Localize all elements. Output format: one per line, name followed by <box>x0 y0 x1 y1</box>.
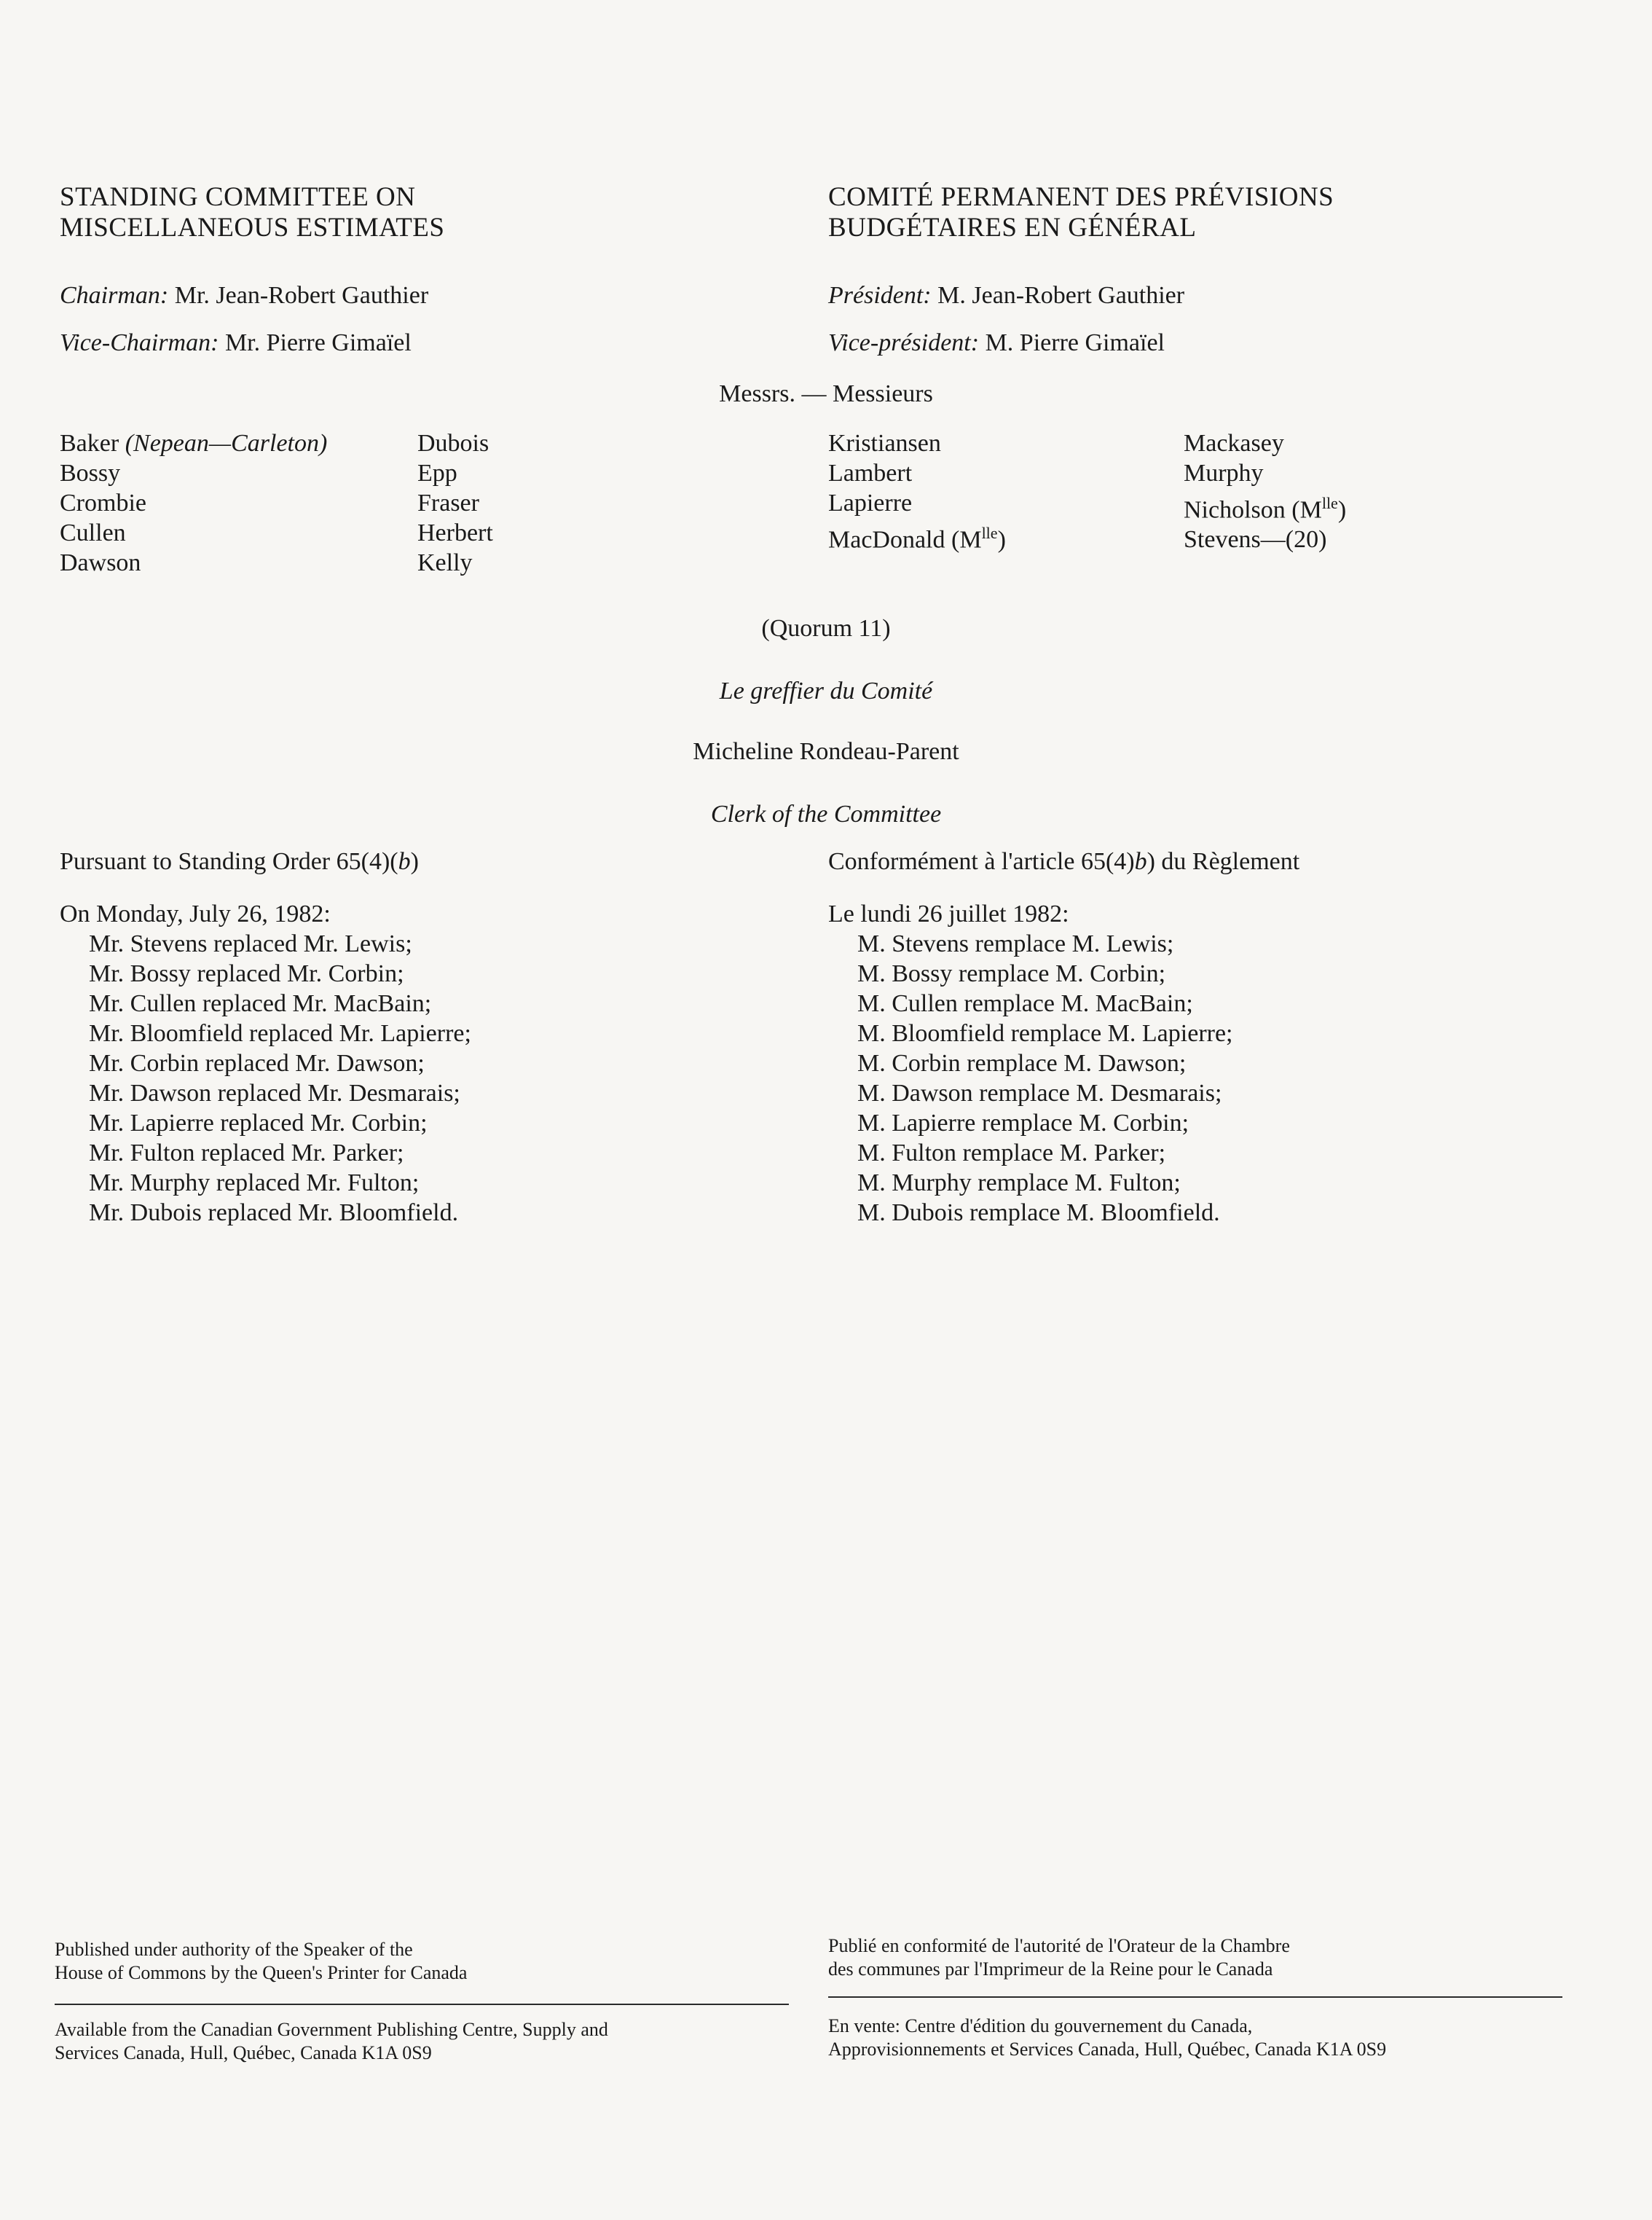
committee-title-fr <box>828 182 1334 243</box>
member-item: Stevens—(20) <box>1184 526 1327 554</box>
footer-divider-fr <box>828 1996 1562 1998</box>
list-item: Mr. Dawson replaced Mr. Desmarais; <box>89 1080 460 1107</box>
published-fr-line1: Publié en conformité de l'autorité de l'Orateur de la Chambre <box>828 1935 1290 1956</box>
chairman-en <box>60 281 428 310</box>
list-item: Mr. Dubois replaced Mr. Bloomfield. <box>89 1199 459 1226</box>
available-fr-line2: Approvisionnements et Services Canada, Hull, Québec, Canada K1A 0S9 <box>828 2039 1387 2060</box>
list-item: Mr. Corbin replaced Mr. Dawson; <box>89 1050 425 1077</box>
list-item: Mr. Murphy replaced Mr. Fulton; <box>89 1169 420 1196</box>
replacements-date-en: On Monday, July 26, 1982: <box>60 901 331 927</box>
members-heading: Messrs. — Messieurs <box>719 380 933 407</box>
available-en <box>55 2018 608 2065</box>
clerk-name: Micheline Rondeau-Parent <box>693 738 959 765</box>
list-item: M. Bloomfield remplace M. Lapierre; <box>857 1020 1233 1047</box>
available-fr-line1: En vente: Centre d'édition du gouvernement du Canada, <box>828 2015 1253 2036</box>
list-item: Mr. Cullen replaced Mr. MacBain; <box>89 990 432 1017</box>
clerk-title-en: Clerk of the Committee <box>710 801 942 828</box>
available-en-line2: Services Canada, Hull, Québec, Canada K1A 0S9 <box>55 2042 432 2063</box>
vice-chairman-fr <box>828 328 1165 358</box>
member-item: Baker (Nepean—Carleton) <box>60 430 328 457</box>
committee-title-fr-line1: COMITÉ PERMANENT DES PRÉVISIONS <box>828 182 1334 212</box>
replacements-en <box>60 899 471 1228</box>
committee-title-en-line1: STANDING COMMITTEE ON <box>60 182 416 212</box>
list-item: Mr. Lapierre replaced Mr. Corbin; <box>89 1110 428 1137</box>
members-col-4 <box>1184 428 1346 554</box>
member-item: Kelly <box>417 549 473 576</box>
member-item: Dawson <box>60 549 141 576</box>
list-item: M. Dawson remplace M. Desmarais; <box>857 1080 1222 1107</box>
clerk-title-fr: Le greffier du Comité <box>719 678 933 705</box>
member-item: MacDonald $(M^{lle})$ <box>828 524 1006 554</box>
members-col-1 <box>60 428 327 578</box>
vice-chairman-en <box>60 328 412 358</box>
available-en-line1: Available from the Canadian Government Publishing Centre, Supply and <box>55 2019 608 2040</box>
list-item: M. Lapierre remplace M. Corbin; <box>857 1110 1189 1137</box>
member-item: Cullen <box>60 519 126 546</box>
chairman-role-fr: Président: <box>828 282 932 309</box>
member-item: Dubois <box>417 430 489 457</box>
chairman-name-en: Mr. Jean-Robert Gauthier <box>168 282 429 309</box>
vice-chairman-name-fr: M. Pierre Gimaïel <box>979 329 1165 356</box>
member-item: Lambert <box>828 460 913 487</box>
list-item: M. Corbin remplace M. Dawson; <box>857 1050 1187 1077</box>
member-item: Herbert <box>417 519 493 546</box>
published-fr <box>828 1934 1290 1981</box>
published-en-line2: House of Commons by the Queen's Printer for Canada <box>55 1962 468 1983</box>
order-heading-en: Pursuant to Standing Order 65(4)(b) <box>60 848 419 875</box>
members-col-2 <box>417 428 493 578</box>
quorum: (Quorum 11) <box>761 615 891 642</box>
list-item: Mr. Fulton replaced Mr. Parker; <box>89 1140 404 1166</box>
member-item: Murphy <box>1184 460 1264 487</box>
committee-title-en-line2: MISCELLANEOUS ESTIMATES <box>60 213 445 243</box>
member-item: Kristiansen <box>828 430 941 457</box>
chairman-fr <box>828 281 1184 310</box>
member-item: Crombie <box>60 490 146 517</box>
member-item: Epp <box>417 460 457 487</box>
member-item: Fraser <box>417 490 479 517</box>
published-en <box>55 1938 467 1985</box>
list-item: M. Stevens remplace M. Lewis; <box>857 930 1174 957</box>
vice-chairman-role-en: Vice-Chairman: <box>60 329 219 356</box>
member-item: Bossy <box>60 460 121 487</box>
member-item: Nicholson $(M^{lle})$ <box>1184 494 1347 524</box>
members-col-3 <box>828 428 1006 554</box>
published-fr-line2: des communes par l'Imprimeur de la Reine pour le Canada <box>828 1958 1273 1980</box>
list-item: M. Fulton remplace M. Parker; <box>857 1140 1166 1166</box>
chairman-role-en: Chairman: <box>60 282 169 309</box>
list-item: M. Cullen remplace M. MacBain; <box>857 990 1193 1017</box>
list-item: M. Dubois remplace M. Bloomfield. <box>857 1199 1220 1226</box>
list-item: Mr. Stevens replaced Mr. Lewis; <box>89 930 412 957</box>
list-item: Mr. Bossy replaced Mr. Corbin; <box>89 960 404 987</box>
replacements-date-fr: Le lundi 26 juillet 1982: <box>828 901 1069 927</box>
committee-title-fr-line2: BUDGÉTAIRES EN GÉNÉRAL <box>828 213 1197 243</box>
footer-divider-en <box>55 2004 789 2005</box>
vice-chairman-role-fr: Vice-président: <box>828 329 980 356</box>
chairman-name-fr: M. Jean-Robert Gauthier <box>931 282 1185 309</box>
list-item: M. Murphy remplace M. Fulton; <box>857 1169 1181 1196</box>
vice-chairman-name-en: Mr. Pierre Gimaïel <box>219 329 412 356</box>
published-en-line1: Published under authority of the Speaker of the <box>55 1939 413 1960</box>
available-fr <box>828 2015 1386 2061</box>
replacements-fr <box>828 899 1233 1228</box>
committee-title-en <box>60 182 445 243</box>
list-item: M. Bossy remplace M. Corbin; <box>857 960 1166 987</box>
list-item: Mr. Bloomfield replaced Mr. Lapierre; <box>89 1020 471 1047</box>
member-item: Lapierre <box>828 490 913 517</box>
member-item: Mackasey <box>1184 430 1284 457</box>
order-heading-fr: Conformément à l'article 65(4)b) du Règlement <box>828 848 1300 875</box>
